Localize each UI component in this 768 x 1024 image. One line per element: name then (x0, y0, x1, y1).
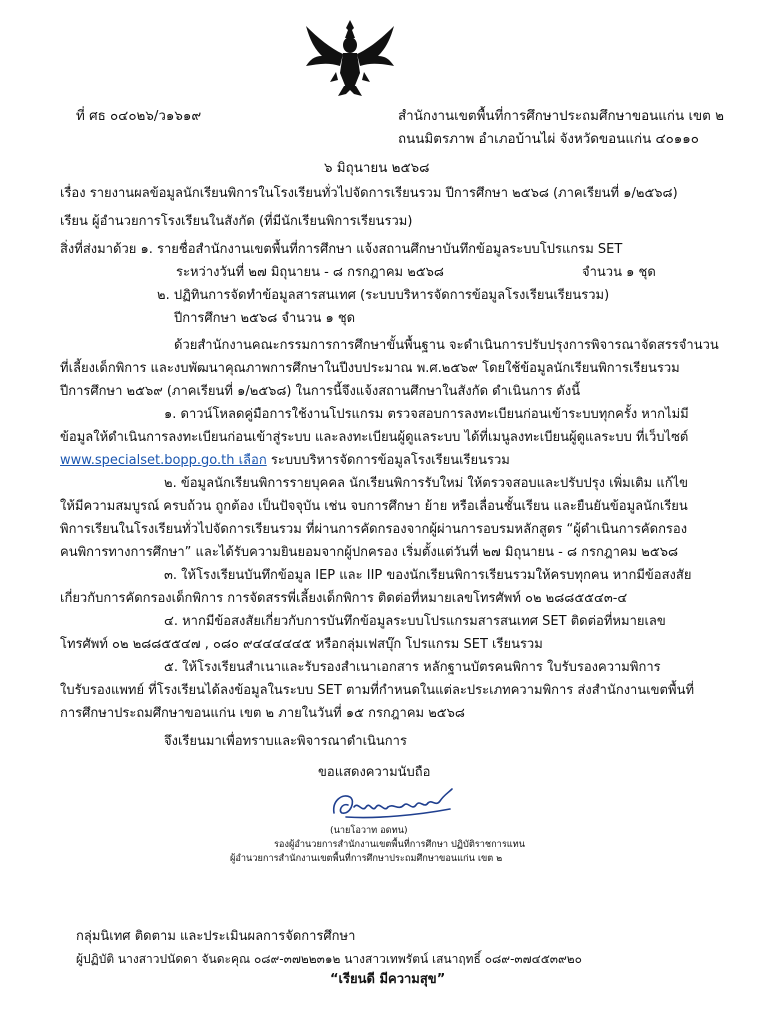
garuda-emblem (300, 18, 400, 98)
signer-position-1: รองผู้อำนวยการสำนักงานเขตพื้นที่การศึกษา ปฏิบัติราชการแทน (274, 839, 526, 850)
body-item-2: ๒. ข้อมูลนักเรียนพิการรายบุคคล นักเรียนพิการรับใหม่ ให้ตรวจสอบและปรับปรุง เพิ่มเติม แก้ไข (164, 476, 689, 491)
reference-number: ที่ ศธ ๐๔๐๒๖/ว๑๖๑๙ (76, 109, 202, 124)
body-item-3: ๓. ให้โรงเรียนบันทึกข้อมูล IEP และ IIP ของนักเรียนพิการเรียนรวมให้ครบทุกคน หากมีข้อสงสัย (164, 568, 692, 583)
body-item-5: ใบรับรองแพทย์ ที่โรงเรียนได้ลงข้อมูลในระบบ SET ตามที่กำหนดในแต่ละประเภทความพิการ ส่งสำนักงานเขตพื้นที่ (60, 683, 695, 698)
body-item-1: ๑. ดาวน์โหลดคู่มือการใช้งานโปรแกรม ตรวจสอบการลงทะเบียนก่อนเข้าระบบทุกครั้ง หากไม่มี (164, 407, 689, 422)
body-item-1-last (60, 452, 510, 470)
body-item-5: ๕. ให้โรงเรียนสำเนาและรับรองสำเนาเอกสาร หลักฐานบัตรคนพิการ ใบรับรองความพิการ (164, 660, 661, 675)
enclosure-item-2-detail: ปีการศึกษา ๒๕๖๘ จำนวน ๑ ชุด (174, 311, 356, 326)
footer-department: กลุ่มนิเทศ ติดตาม และประเมินผลการจัดการศึกษา (76, 929, 356, 944)
footer-motto: “เรียนดี มีความสุข” (330, 972, 446, 987)
body-item-5: การศึกษาประถมศึกษาขอนแก่น เขต ๒ ภายในวันที่ ๑๕ กรกฎาคม ๒๕๖๘ (60, 706, 465, 721)
subject-line: เรื่อง รายงานผลข้อมูลนักเรียนพิการในโรงเรียนทั่วไปจัดการเรียนรวม ปีการศึกษา ๒๕๖๘ (ภาคเรียนที่ ๑/๒๕๖๘) (60, 186, 678, 201)
enclosure-item-1-dates: ระหว่างวันที่ ๒๗ มิถุนายน - ๘ กรกฎาคม ๒๕๖๘ (176, 265, 444, 280)
body-item-2: พิการเรียนในโรงเรียนทั่วไปจัดการเรียนรวม ที่ผ่านการคัดกรองจากผู้ผ่านการอบรมหลักสูตร “ผู้ดำเนินการคัดกรอง (60, 522, 688, 537)
closing-line: จึงเรียนมาเพื่อทราบและพิจารณาดำเนินการ (164, 734, 407, 749)
enclosure-item-1-count: จำนวน ๑ ชุด (582, 265, 656, 280)
body-intro-line: ที่เลี้ยงเด็กพิการ และงบพัฒนาคุณภาพการศึกษาในปีงบประมาณ พ.ศ.๒๕๖๙ โดยใช้ข้อมูลนักเรียนพิการเรียนรวม (60, 361, 680, 376)
body-item-1: ข้อมูลให้ดำเนินการลงทะเบียนก่อนเข้าสู่ระบบ และลงทะเบียนผู้ดูแลระบบ ได้ที่เมนูลงทะเบียนผู้ดูแลระบบ ที่เว็บไซต์ (60, 430, 689, 445)
office-address-line1: สำนักงานเขตพื้นที่การศึกษาประถมศึกษาขอนแก่น เขต ๒ (398, 109, 724, 124)
body-item-3: เกี่ยวกับการคัดกรองเด็กพิการ การจัดสรรพี่เลี้ยงเด็กพิการ ติดต่อที่หมายเลขโทรศัพท์ ๐๒ ๒๘๘๕๕๔๓-๔ (60, 591, 628, 606)
recipient-line: เรียน ผู้อำนวยการโรงเรียนในสังกัด (ที่มีนักเรียนพิการเรียนรวม) (60, 214, 413, 229)
enclosure-item-2: ๒. ปฏิทินการจัดทำข้อมูลสารสนเทศ (ระบบบริหารจัดการข้อมูลโรงเรียนเรียนรวม) (157, 288, 610, 303)
specialset-website-link[interactable]: www.specialset.bopp.go.th เลือก (60, 453, 267, 468)
signer-name: (นายโอวาท อดทน) (330, 825, 408, 836)
body-intro-line: ปีการศึกษา ๒๕๖๙ (ภาคเรียนที่ ๑/๒๕๖๘) ในการนี้จึงแจ้งสถานศึกษาในสังกัด ดำเนินการ ดังนี้ (60, 384, 581, 399)
body-item-4: ๔. หากมีข้อสงสัยเกี่ยวกับการบันทึกข้อมูลระบบโปรแกรมสารสนเทศ SET ติดต่อที่หมายเลข (164, 614, 666, 629)
body-item-2: คนพิการทางการศึกษา” และได้รับความยินยอมจากผู้ปกครอง เริ่มตั้งแต่วันที่ ๒๗ มิถุนายน - ๘ กรกฎาคม ๒๕๖๘ (60, 545, 678, 560)
footer-contact: ผู้ปฏิบัติ นางสาวปนัดดา จันดะคุณ ๐๘๙-๓๗๒๒๓๑๒ นางสาวเทพรัตน์ เสนาฤทธิ์ ๐๘๙-๓๗๔๕๓๙๒๐ (76, 952, 583, 966)
office-address-line2: ถนนมิตรภาพ อำเภอบ้านไผ่ จังหวัดขอนแก่น ๔๐๑๑๐ (398, 132, 699, 147)
signer-position-2: ผู้อำนวยการสำนักงานเขตพื้นที่การศึกษาประถมศึกษาขอนแก่น เขต ๒ (230, 853, 503, 864)
enclosure-item-1: สิ่งที่ส่งมาด้วย ๑. รายชื่อสำนักงานเขตพื้นที่การศึกษา แจ้งสถานศึกษาบันทึกข้อมูลระบบโปรแกรม SET (60, 242, 623, 257)
handwritten-signature (328, 783, 456, 823)
document-date: ๖ มิถุนายน ๒๕๖๘ (324, 161, 430, 176)
body-item-1-tail: ระบบบริหารจัดการข้อมูลโรงเรียนเรียนรวม (266, 453, 510, 468)
body-item-4: โทรศัพท์ ๐๒ ๒๘๘๕๕๔๗ , ๐๘๐ ๙๔๔๔๔๔๕ หรือกลุ่มเฟสบุ๊ก โปรแกรม SET เรียนรวม (60, 637, 543, 652)
body-item-2: ให้มีความสมบูรณ์ ครบถ้วน ถูกต้อง เป็นปัจจุบัน เช่น จบการศึกษา ย้าย หรือเลื่อนชั้นเรียน และยืนยันข้อมูลนักเรียน (60, 499, 688, 514)
regards-line: ขอแสดงความนับถือ (318, 765, 431, 780)
body-intro-line: ด้วยสำนักงานคณะกรรมการการศึกษาขั้นพื้นฐาน จะดำเนินการปรับปรุงการพิจารณาจัดสรรจำนวน (174, 338, 719, 353)
